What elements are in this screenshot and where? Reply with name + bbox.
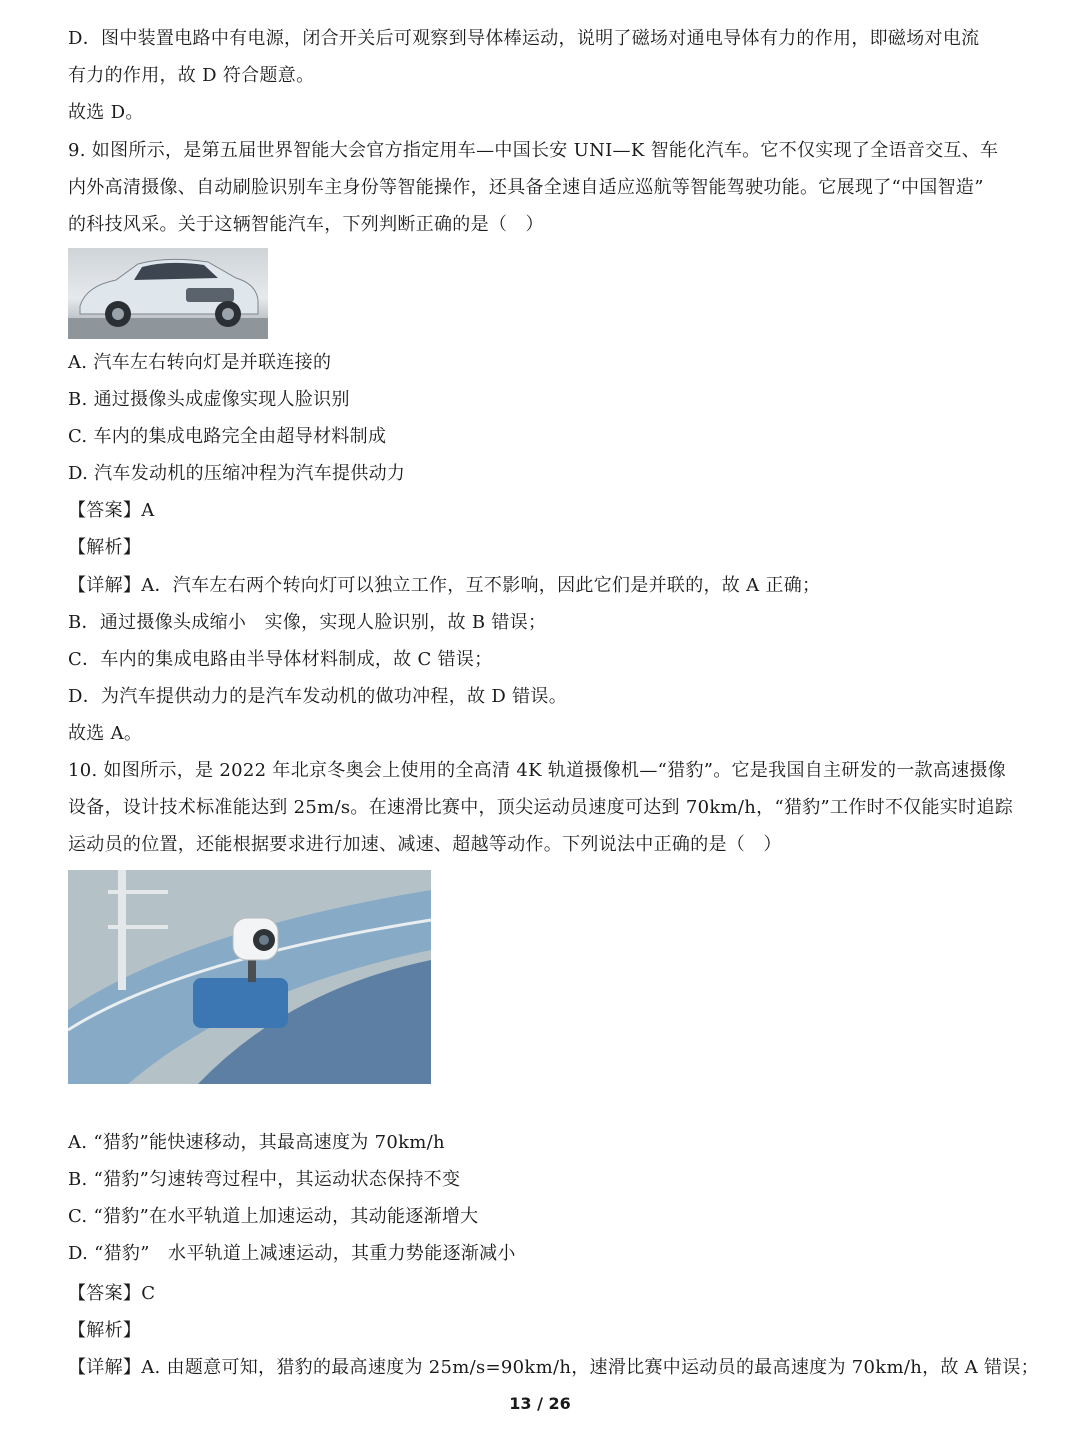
option-b: B. 通过摄像头成虚像实现人脸识别 [68, 389, 350, 410]
option-a: A. “猎豹”能快速移动，其最高速度为 70km/h [68, 1132, 445, 1153]
option-d: D. 汽车发动机的压缩冲程为汽车提供动力 [68, 463, 406, 484]
text-line: 有力的作用，故 D 符合题意。 [68, 65, 315, 86]
option-b: B. “猎豹”匀速转弯过程中，其运动状态保持不变 [68, 1169, 461, 1190]
answer-label: 【答案】C [68, 1283, 156, 1304]
analysis-label: 【解析】 [68, 537, 142, 558]
option-c: C. “猎豹”在水平轨道上加速运动，其动能逐渐增大 [68, 1206, 479, 1227]
option-d: D. “猎豹” 水平轨道上减速运动，其重力势能逐渐减小 [68, 1243, 516, 1264]
text-line: 故选 A。 [68, 723, 143, 744]
option-c: C. 车内的集成电路完全由超导材料制成 [68, 426, 387, 447]
car-image [68, 248, 268, 339]
text-line: 的科技风采。关于这辆智能汽车，下列判断正确的是（ ） [68, 214, 544, 235]
question-9-stem: 9. 如图所示，是第五届世界智能大会官方指定用车—中国长安 UNI—K 智能化汽车。它不仅实现了全语音交互、车 [68, 140, 999, 161]
detail-line: B．通过摄像头成缩小 实像，实现人脸识别，故 B 错误； [68, 612, 547, 633]
detail-line: 【详解】A. 由题意可知，猎豹的最高速度为 25m/s=90km/h，速滑比赛中运动员的最高速度为 70km/h，故 A 错误； [68, 1357, 1039, 1378]
detail-line: C．车内的集成电路由半导体材料制成，故 C 错误； [68, 649, 493, 670]
text-line: 设备，设计技术标准能达到 25m/s。在速滑比赛中，顶尖运动员速度可达到 70km/h，“猎豹”工作时不仅能实时追踪 [68, 797, 1014, 818]
page-number: 13 / 26 [509, 1394, 571, 1413]
analysis-label: 【解析】 [68, 1320, 142, 1341]
text-line: 内外高清摄像、自动刷脸识别车主身份等智能操作，还具备全速自适应巡航等智能驾驶功能。它展现了“中国智造” [68, 177, 984, 198]
text-line: D．图中装置电路中有电源，闭合开关后可观察到导体棒运动，说明了磁场对通电导体有力的作用，即磁场对电流 [68, 28, 980, 49]
option-a: A. 汽车左右转向灯是并联连接的 [68, 352, 332, 373]
detail-line: D．为汽车提供动力的是汽车发动机的做功冲程，故 D 错误。 [68, 686, 568, 707]
track-camera-image [68, 870, 431, 1084]
text-line: 运动员的位置，还能根据要求进行加速、减速、超越等动作。下列说法中正确的是（ ） [68, 834, 782, 855]
detail-line: 【详解】A．汽车左右两个转向灯可以独立工作，互不影响，因此它们是并联的，故 A 正确； [68, 575, 821, 596]
question-10-stem: 10. 如图所示，是 2022 年北京冬奥会上使用的全高清 4K 轨道摄像机—“猎豹”。它是我国自主研发的一款高速摄像 [68, 760, 1007, 781]
text-line: 故选 D。 [68, 102, 144, 123]
answer-label: 【答案】A [68, 500, 155, 521]
